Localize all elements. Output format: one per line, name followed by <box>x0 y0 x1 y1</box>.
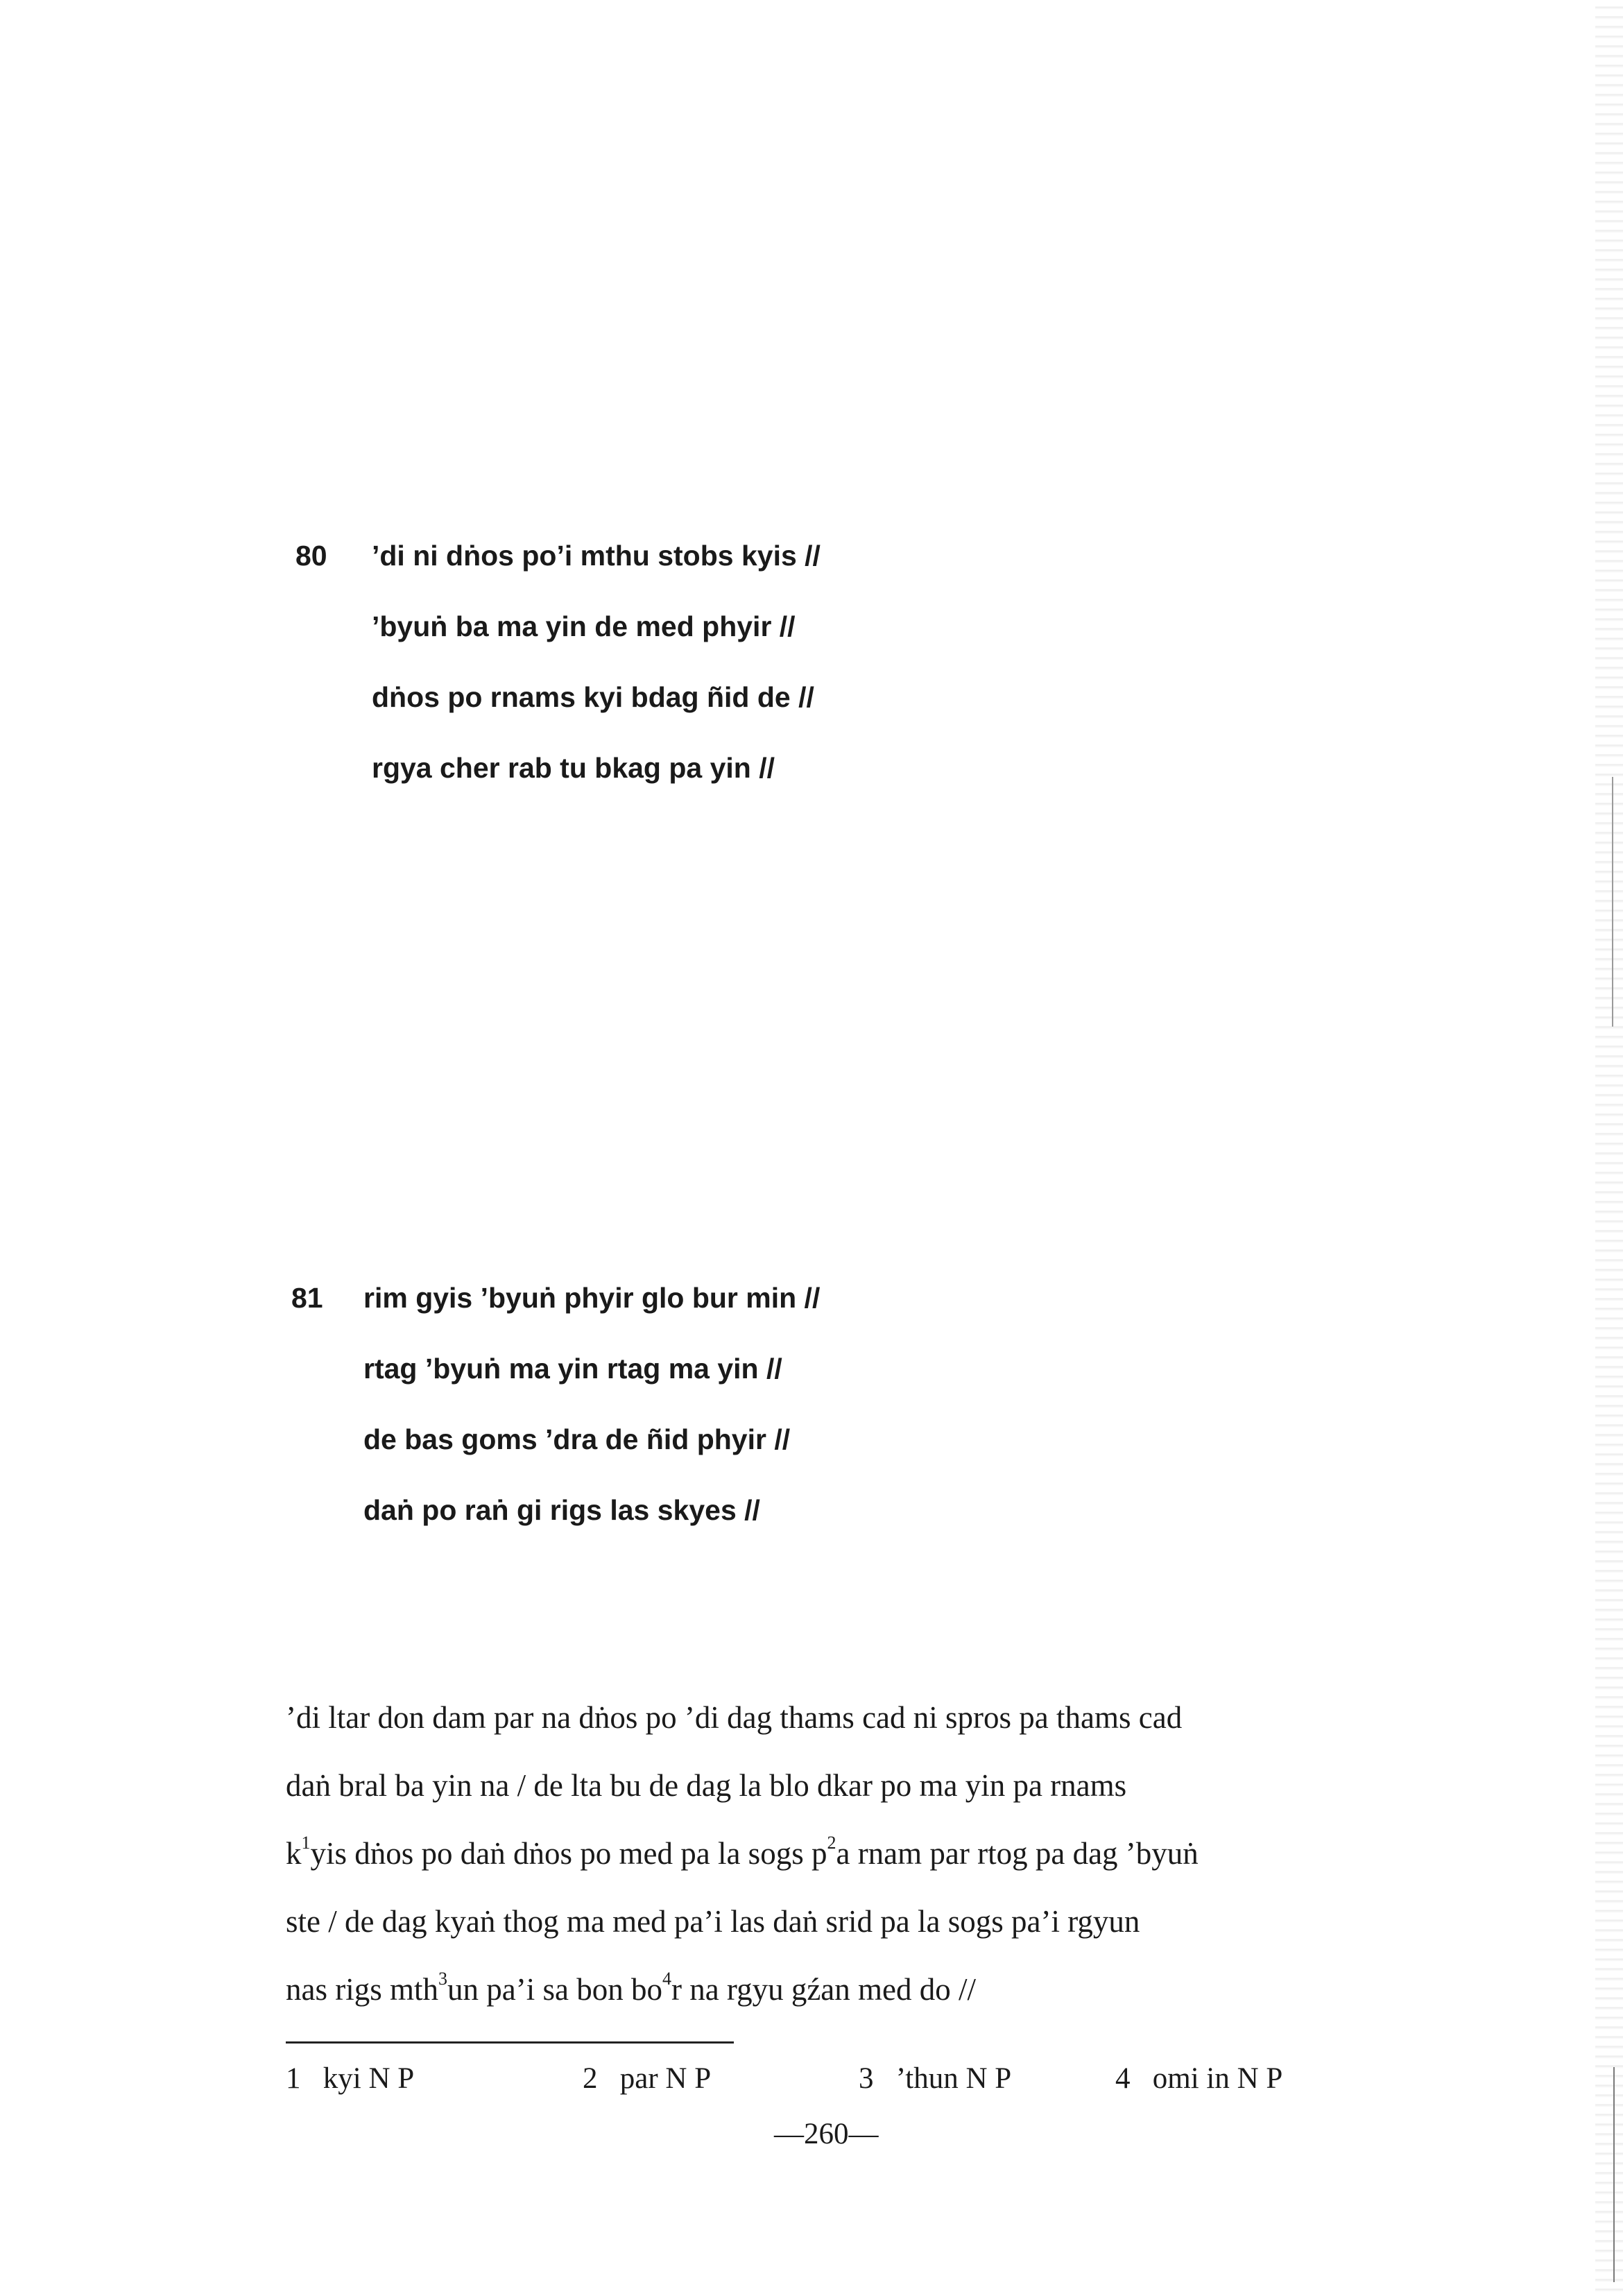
commentary-line: ste / de dag kyaṅ thog ma med pa’i las daṅ srid pa la sogs pa’i rgyun <box>286 1904 1140 1939</box>
scan-edge-mark <box>1613 2067 1615 2282</box>
commentary-line: ’di ltar don dam par na dṅos po ’di dag thams cad ni spros pa thams cad <box>286 1700 1183 1735</box>
footnote-text: ’thun N P <box>895 2062 1012 2095</box>
footnote-2 <box>583 2062 711 2096</box>
text-run: nas rigs mth <box>286 1972 438 2007</box>
verse-line: rim gyis ’byuṅ phyir glo bur min // <box>363 1282 821 1314</box>
text-run: yis dṅos po daṅ dṅos po med pa la sogs p <box>310 1836 827 1871</box>
footnote-4 <box>1115 2062 1282 2096</box>
footnote-text: kyi N P <box>323 2062 415 2095</box>
verse-line: ’di ni dṅos po’i mthu stobs kyis // <box>372 540 821 572</box>
text-run: un pa’i sa bon bo <box>447 1972 662 2007</box>
verse-number: 80 <box>295 540 327 572</box>
footnote-number: 1 <box>286 2062 301 2095</box>
footnote-1 <box>286 2062 414 2096</box>
footnote-marker: 2 <box>827 1833 836 1853</box>
footnote-marker: 1 <box>301 1833 311 1853</box>
commentary-line <box>286 1971 976 2007</box>
footnote-number: 4 <box>1115 2062 1131 2095</box>
footnote-divider <box>286 2041 734 2044</box>
footnote-marker: 3 <box>438 1969 447 1989</box>
verse-line: ’byuṅ ba ma yin de med phyir // <box>372 610 796 642</box>
footnote-text: omi in N P <box>1152 2062 1283 2095</box>
scan-edge <box>1595 0 1623 2296</box>
verse-line: daṅ po raṅ gi rigs las skyes // <box>363 1494 760 1526</box>
page-number: —260— <box>774 2118 879 2150</box>
footnote-3 <box>859 2062 1011 2096</box>
verse-line: dṅos po rnams kyi bdag ñid de // <box>372 681 814 713</box>
text-run: r na rgyu gźan med do // <box>671 1972 977 2007</box>
footnote-number: 2 <box>583 2062 598 2095</box>
text-run: a rnam par rtog pa dag ’byuṅ <box>836 1836 1199 1871</box>
footnote-number: 3 <box>859 2062 874 2095</box>
commentary-line <box>286 1835 1199 1871</box>
commentary-line: daṅ bral ba yin na / de lta bu de dag la blo dkar po ma yin pa rnams <box>286 1768 1127 1803</box>
verse-line: de bas goms ’dra de ñid phyir // <box>363 1423 791 1455</box>
verse-line: rtag ’byuṅ ma yin rtag ma yin // <box>363 1353 782 1385</box>
verse-line: rgya cher rab tu bkag pa yin // <box>372 752 775 784</box>
scan-edge-mark <box>1612 777 1613 1027</box>
footnote-marker: 4 <box>662 1969 671 1989</box>
footnote-text: par N P <box>619 2062 712 2095</box>
verse-number: 81 <box>291 1282 323 1314</box>
text-run: k <box>286 1836 302 1871</box>
